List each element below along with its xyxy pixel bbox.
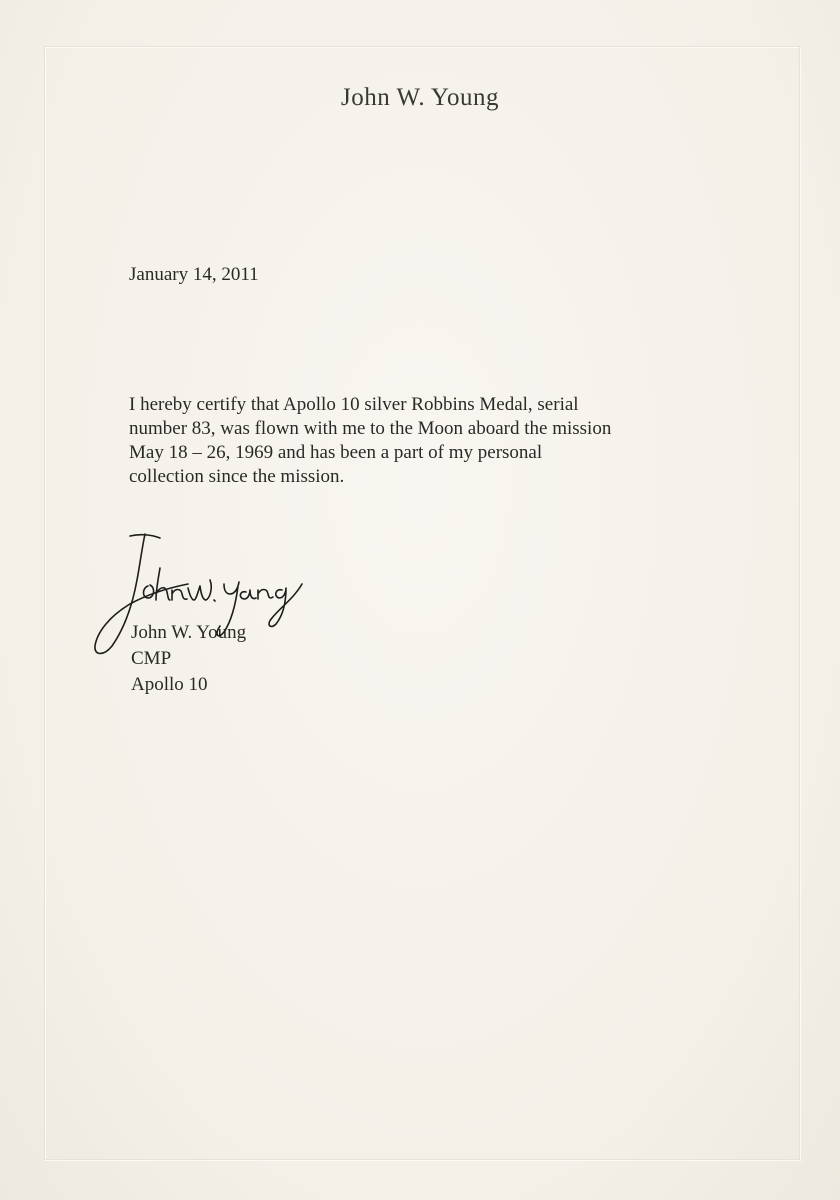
- body-line: collection since the mission.: [129, 466, 345, 487]
- body-line: number 83, was flown with me to the Moon aboard the mission: [129, 418, 612, 439]
- body-line: May 18 – 26, 1969 and has been a part of my personal: [129, 442, 543, 463]
- body-line: I hereby certify that Apollo 10 silver Robbins Medal, serial: [129, 394, 579, 415]
- signer-role: CMP: [131, 648, 172, 669]
- handwritten-signature: [90, 528, 310, 660]
- letter-date: January 14, 2011: [129, 264, 259, 285]
- printed-name: John W. Young: [131, 622, 247, 643]
- letterhead-name: John W. Young: [341, 84, 499, 111]
- signer-mission: Apollo 10: [131, 674, 208, 695]
- letter-body: [129, 393, 749, 489]
